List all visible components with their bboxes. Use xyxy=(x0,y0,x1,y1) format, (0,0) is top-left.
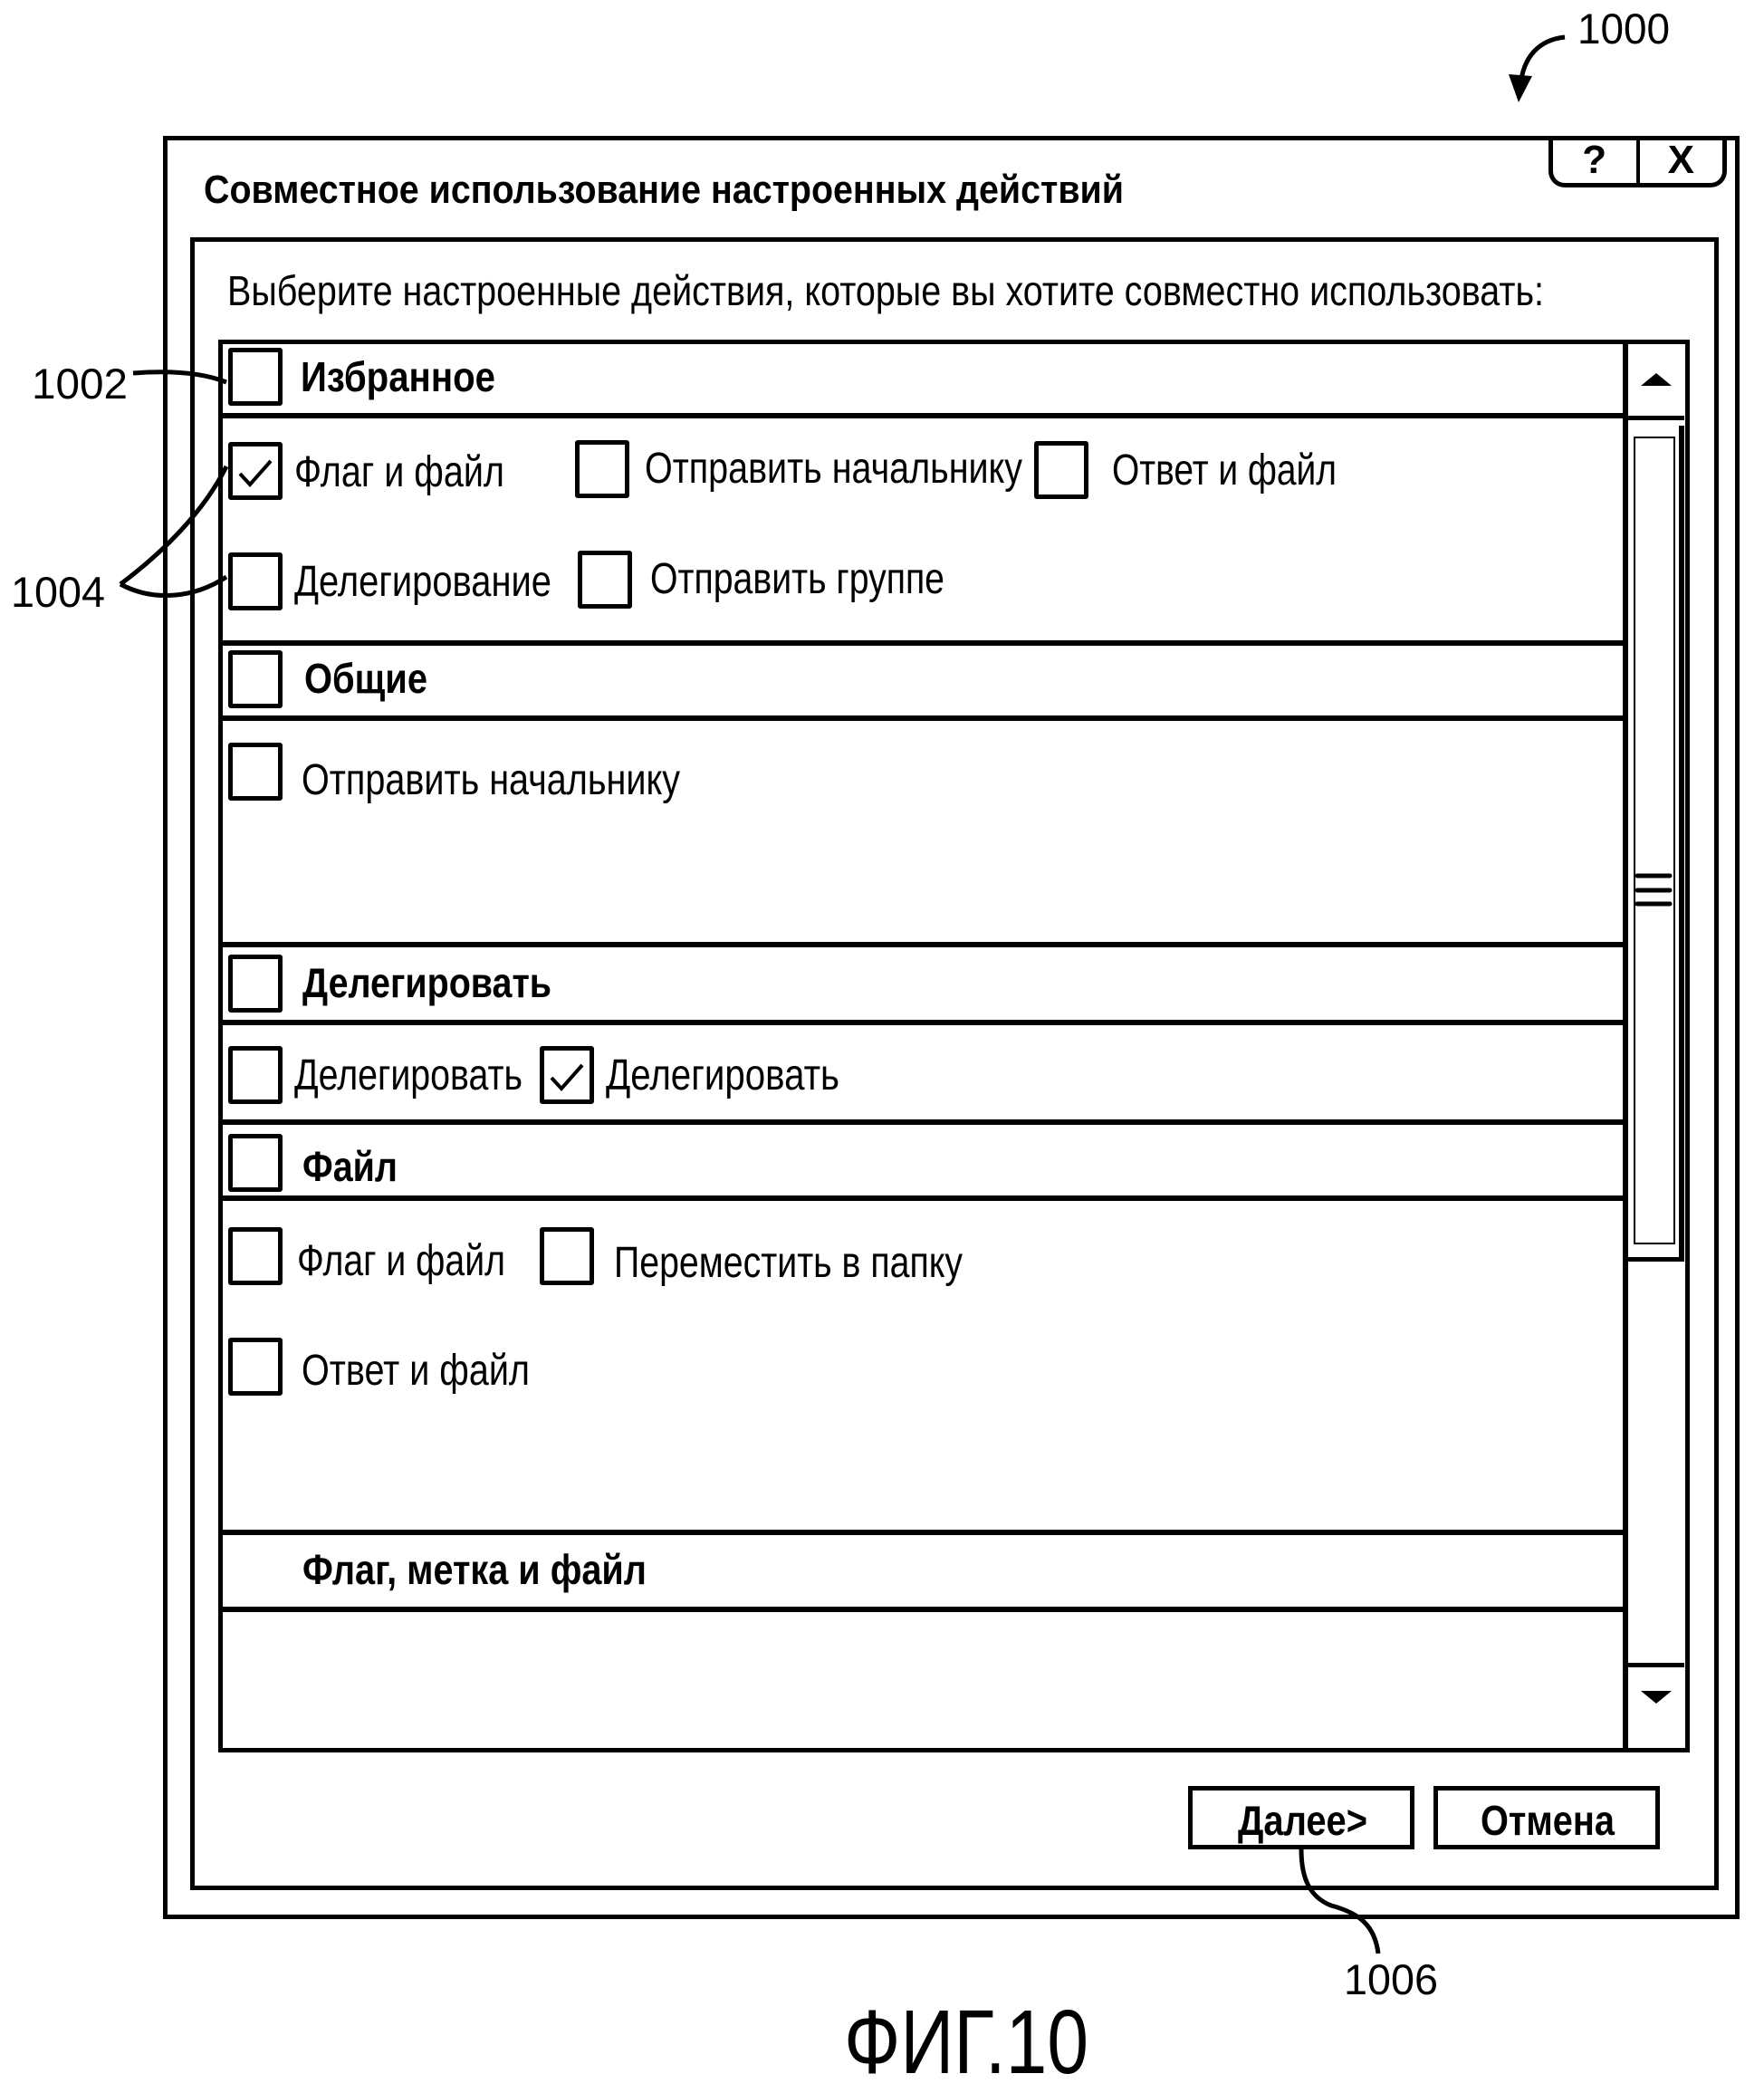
item-checkbox[interactable] xyxy=(540,1046,594,1104)
grip-lines-icon xyxy=(1628,869,1679,924)
item-checkbox[interactable] xyxy=(540,1227,594,1285)
separator xyxy=(218,942,1625,947)
item-label: Делегирование xyxy=(294,558,551,606)
separator xyxy=(218,1195,1625,1201)
item-checkbox[interactable] xyxy=(1034,441,1088,499)
actions-list xyxy=(218,340,1690,1752)
item-checkbox[interactable] xyxy=(578,551,632,609)
separator xyxy=(218,715,1625,721)
item-checkbox[interactable] xyxy=(228,743,283,801)
ref-numeral-1004: 1004 xyxy=(11,568,105,616)
help-icon: ? xyxy=(1582,138,1607,182)
item-label: Переместить в папку xyxy=(614,1239,963,1287)
close-button[interactable] xyxy=(1636,138,1723,183)
triangle-down-icon xyxy=(1628,1667,1684,1752)
separator xyxy=(218,1607,1625,1612)
scroll-thumb[interactable] xyxy=(1628,426,1684,1262)
item-checkbox[interactable] xyxy=(575,440,629,498)
instruction-text: Выберите настроенные действия, которые вы хотите совместно использовать: xyxy=(227,267,1544,314)
item-label: Флаг и файл xyxy=(294,448,504,496)
item-checkbox[interactable] xyxy=(228,442,283,500)
category-checkbox-delegate[interactable] xyxy=(228,955,283,1013)
item-checkbox[interactable] xyxy=(228,1338,283,1396)
arrowhead-1000 xyxy=(1509,74,1532,102)
item-label: Отправить начальнику xyxy=(302,756,680,804)
item-checkbox[interactable] xyxy=(228,1046,283,1104)
cancel-button[interactable] xyxy=(1433,1786,1660,1849)
close-icon: X xyxy=(1667,138,1694,182)
item-label: Отправить группе xyxy=(650,555,944,603)
separator xyxy=(218,1020,1625,1025)
ref-numeral-1006: 1006 xyxy=(1344,1955,1438,2003)
figure-caption: ФИГ.10 xyxy=(844,1992,1088,2093)
item-label: Отправить начальнику xyxy=(645,445,1022,493)
category-header-favorites: Избранное xyxy=(301,353,495,400)
ref-numeral-1000: 1000 xyxy=(1577,5,1670,53)
item-checkbox[interactable] xyxy=(228,1227,283,1285)
category-header-flag-label-file: Флаг, метка и файл xyxy=(302,1546,647,1593)
separator xyxy=(218,640,1625,646)
checkmark-icon xyxy=(548,1058,586,1096)
category-header-delegate: Делегировать xyxy=(302,959,551,1006)
help-button[interactable] xyxy=(1553,138,1636,183)
next-button[interactable] xyxy=(1188,1786,1414,1849)
category-checkbox-favorites[interactable] xyxy=(228,348,283,406)
dialog-title: Совместное использование настроенных действий xyxy=(204,168,1124,212)
scroll-up-button[interactable] xyxy=(1628,344,1684,420)
scroll-down-button[interactable] xyxy=(1628,1663,1684,1748)
separator xyxy=(218,1119,1625,1125)
category-header-general: Общие xyxy=(304,655,427,702)
item-label: Ответ и файл xyxy=(302,1347,530,1395)
item-checkbox[interactable] xyxy=(228,552,283,610)
scroll-thumb-inner xyxy=(1634,437,1675,1244)
checkmark-icon xyxy=(236,454,274,492)
item-label: Делегировать xyxy=(606,1051,839,1099)
item-label: Ответ и файл xyxy=(1112,446,1337,494)
ref-numeral-1002: 1002 xyxy=(32,360,128,408)
category-checkbox-file[interactable] xyxy=(228,1134,283,1192)
title-bar-buttons xyxy=(1548,138,1727,187)
next-button-label: Далее> xyxy=(1238,1797,1367,1844)
separator xyxy=(218,1530,1625,1535)
category-header-file: Файл xyxy=(302,1143,398,1190)
item-label: Флаг и файл xyxy=(297,1237,505,1285)
separator xyxy=(218,413,1625,418)
item-label: Делегировать xyxy=(294,1051,522,1099)
category-checkbox-general[interactable] xyxy=(228,650,283,708)
triangle-up-icon xyxy=(1628,344,1684,420)
cancel-button-label: Отмена xyxy=(1481,1797,1615,1844)
